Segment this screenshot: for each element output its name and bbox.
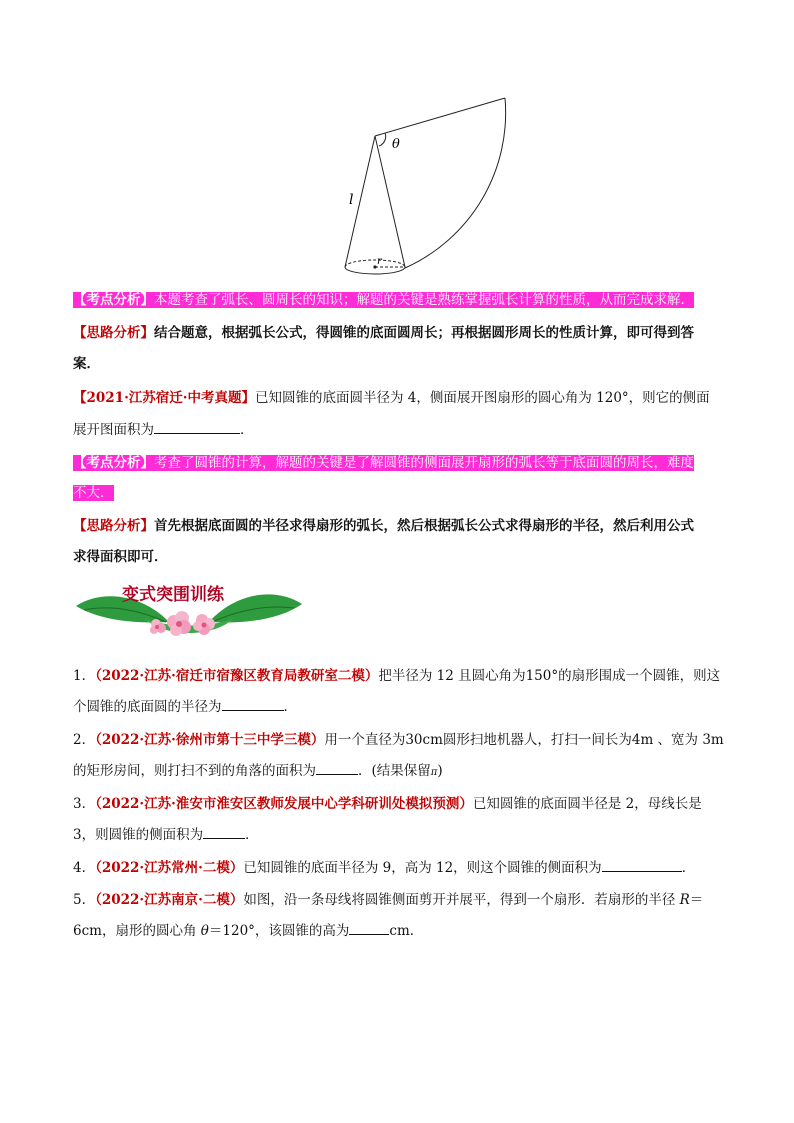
problem-text-1: 已知圆锥的底面圆半径为 4，侧面展开图扇形的圆心角为 120°，则它的侧面 [254,390,710,406]
idea-line-4 [73,543,723,571]
flower-1 [167,611,191,636]
idea-text-3: 首先根据底面圆的半径求得扇形的弧长，然后根据弧长公式求得扇形的半径，然后利用公式 [154,518,694,534]
analysis-highlight-1 [73,292,694,308]
cone-sector-figure [335,92,525,282]
exercise-source: （2022·江苏·徐州市第十三中学三模） [95,732,325,748]
radius-symbol: R [679,892,690,908]
analysis-text-2b: 不大． [73,485,114,501]
exercise-text: 用一个直径为30cm圆形扫地机器人，打扫一间长为4m 、宽为 3m [324,732,724,748]
exercise-source: （2022·江苏·淮安市淮安区教师发展中心学科研训处模拟预测） [95,796,473,812]
exercise-source: （2022·江苏常州·二模） [95,860,244,876]
cone-diagram [335,92,525,282]
exercise-text: ＝120°，该圆锥的高为 [208,923,350,939]
idea-line-1 [73,319,723,347]
exercise-3-line-2 [73,819,725,851]
exercise-text: ＝ [689,892,704,908]
exercise-text: ．(结果保留 [358,763,431,779]
problem-text-2b: ． [240,422,254,438]
exercise-1-line-1 [73,660,725,692]
answer-blank[interactable] [203,824,245,839]
exercise-text: ． [245,827,259,843]
exercise-text: 的矩形房间，则打扫不到的角落的面积为 [73,763,316,779]
exercise-text: ． [681,860,696,876]
exercise-text: 3，则圆锥的侧面积为 [73,827,204,843]
exercise-text: 已知圆锥的底面圆半径是 2，母线长是 [472,796,702,812]
exercise-text: 个圆锥的底面圆的半径为 [73,699,222,715]
exercise-number: 5． [73,892,96,908]
exercise-1-line-2 [73,691,725,723]
answer-blank[interactable] [316,760,358,775]
exercise-number: 3． [73,796,96,812]
banner-title: 变式突围训练 [122,585,224,605]
radius-label: r [377,256,382,267]
problem-text-2a: 展开图面积为 [73,422,154,438]
exercise-text: ． [283,699,297,715]
analysis-highlight-3 [73,485,114,501]
exercise-2-line-1 [73,724,725,756]
exercise-4-line-1 [73,852,725,884]
exercise-text: 把半径为 12 且圆心角为150°的扇形围成一个圆锥，则这 [378,668,721,684]
answer-blank[interactable] [349,920,389,935]
answer-blank[interactable] [154,419,240,434]
idea-line-2 [73,350,723,378]
pi-symbol: π [430,767,438,778]
exercise-text: 如图，沿一条母线将圆锥侧面剪开并展平，得到一个扇形．若扇形的半径 [243,892,680,908]
banner-decoration [74,578,304,640]
exercise-text: 已知圆锥的底面半径为 9，高为 12，则这个圆锥的侧面积为 [243,860,602,876]
answer-blank[interactable] [222,696,284,711]
analysis-label-2: 【考点分析】 [73,455,154,471]
problem-line-1 [73,384,723,412]
exercise-text: cm． [389,923,424,939]
analysis-text: 本题考查了弧长、圆周长的知识；解题的关键是熟练掌握弧长计算的性质，从而完成求解． [154,292,694,308]
exercise-5-line-1 [73,884,725,916]
idea-label-2: 【思路分析】 [73,518,154,534]
sector-radius-top [375,98,505,136]
idea-line-3 [73,512,723,540]
idea-text-4: 求得面积即可． [73,549,168,565]
exercise-5-line-2 [73,915,725,947]
analysis-highlight-2 [73,455,694,471]
exercise-number: 2． [73,732,96,748]
exercise-number: 1． [73,668,96,684]
cone-right-side [375,136,405,267]
analysis-line-3 [73,479,723,507]
analysis-label: 【考点分析】 [73,292,154,308]
exercise-number: 4． [73,860,96,876]
exercise-source: （2022·江苏·宿迁市宿豫区教育局教研室二模） [95,668,379,684]
slant-label: l [349,192,354,208]
exercise-2-line-2 [73,755,725,789]
analysis-text-2a: 考查了圆锥的计算，解题的关键是了解圆锥的侧面展开扇形的弧长等于底面圆的周长，难度 [154,455,694,471]
analysis-line-2 [73,449,723,477]
analysis-line-1 [73,286,723,314]
exercise-source: （2022·江苏南京·二模） [95,892,244,908]
exercise-text: 6cm，扇形的圆心角 [73,923,201,939]
sector-arc [405,98,506,268]
idea-text-2: 案． [73,356,100,372]
exercise-3-line-1 [73,788,725,820]
idea-text-1: 结合题意，根据弧长公式，得圆锥的底面圆周长；再根据圆形周长的性质计算，即可得到答 [154,325,694,341]
section-banner [74,578,304,640]
idea-label: 【思路分析】 [73,325,154,341]
exercise-text: ) [437,763,443,779]
answer-blank[interactable] [602,857,682,872]
problem-line-2 [73,416,723,444]
theta-label: θ [392,137,400,152]
theta-symbol: θ [200,923,209,939]
problem-source: 【2021·江苏宿迁·中考真题】 [73,390,255,406]
